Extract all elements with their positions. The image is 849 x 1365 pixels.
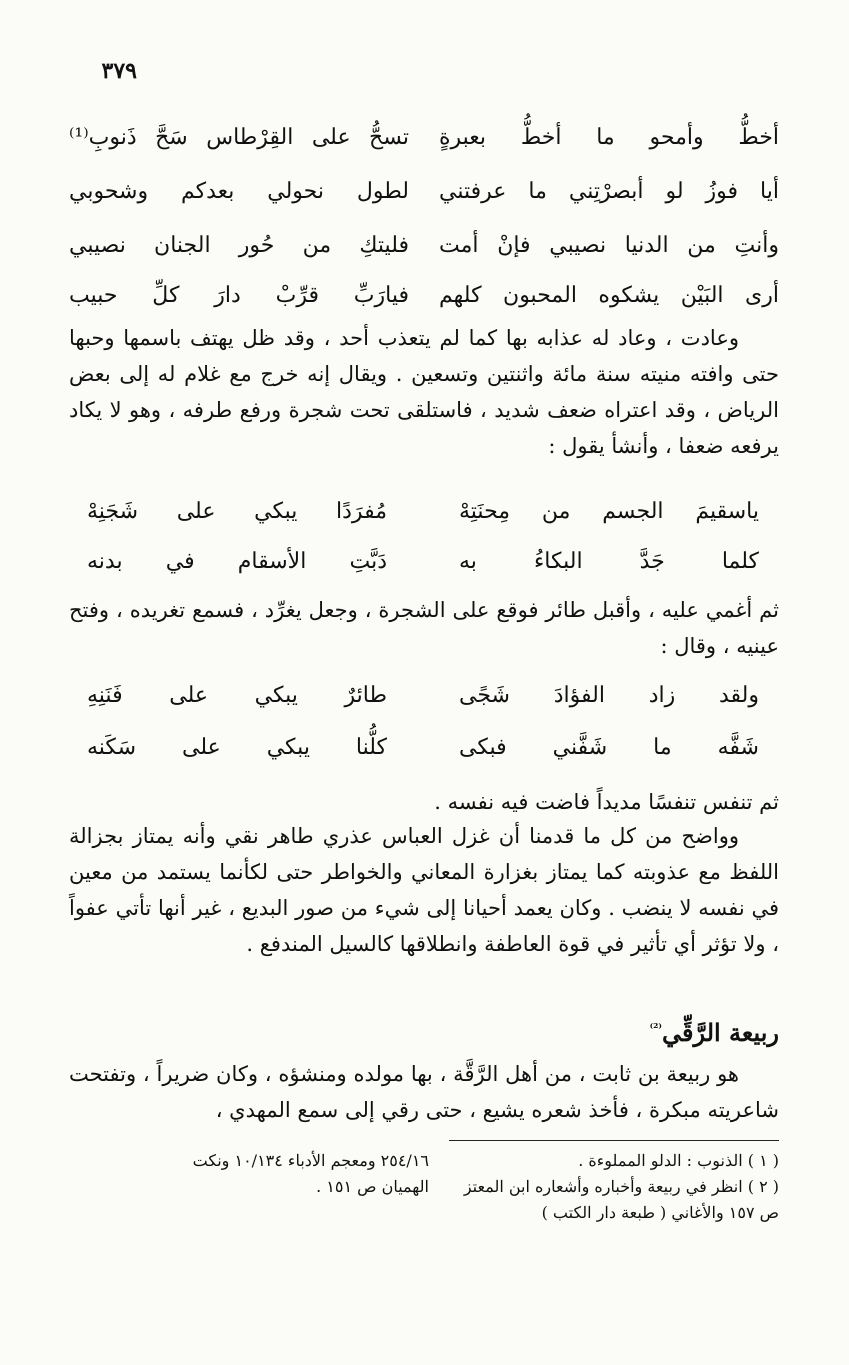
- verse-line: [69, 118, 779, 158]
- body-paragraph: وعادت ، وعاد له عذابه بها كما لم يتعذب أحد ، وقد ظل يهتف باسمها وحبها حتى وافته منيته سنة مائة واثنتين وتسعين . ويقال إنه خرج مع غلام له إلى بعض الرياض ، وقد اعتراه ضعف شديد ، فاستلقى تحت شجرة ورفع طرفه ، وهو لا يكاد يرفعه ضعفا ، وأنشأ يقول :: [69, 326, 779, 458]
- verse-left-hemistich: مُفرَدًا يبكي على شَجَنِهْ: [87, 499, 387, 524]
- body-paragraph: هو ربيعة بن ثابت ، من أهل الرَّقَّة ، بها مولده ومنشؤه ، وكان ضريراً ، وتفتحت شاعريته مبكرة ، فأخذ شعره يشيع ، حتى رقي إلى سمع المهدي ،: [69, 1062, 779, 1122]
- verse-right-hemistich: ولقد زاد الفؤادَ شَجًى: [459, 683, 759, 708]
- verse-right-hemistich: أيا فوزُ لو أبصرْتِني ما عرفتني: [439, 179, 779, 204]
- verse-right-hemistich: ياسقيمَ الجسم من مِحنَتِهْ: [459, 499, 759, 524]
- footnote-row: [69, 1148, 779, 1174]
- verse-left-hemistich: لطول نحولي بعدكم وشحوبي: [69, 179, 409, 204]
- verse-line: [87, 492, 759, 532]
- footnotes: [69, 1148, 779, 1226]
- verse-left-hemistich: فليتكِ من حُور الجنان نصيبي: [69, 233, 409, 258]
- body-paragraph: ثم تنفس تنفسًا مديداً فاضت فيه نفسه .: [434, 790, 779, 814]
- section-heading-text: ربيعة الرَّقِّي: [661, 1018, 779, 1047]
- footnote-divider: [449, 1140, 779, 1141]
- verse-left-hemistich: كلُّنا يبكي على سَكَنه: [87, 735, 387, 760]
- footnote-2-continuation: ص ١٥٧ والأغاني ( طبعة دار الكتب ): [541, 1203, 779, 1222]
- verse-right-hemistich: شَفَّه ما شَفَّني فبكى: [459, 735, 759, 760]
- footnote-row: [69, 1174, 779, 1200]
- verse-right-hemistich: أرى البَيْن يشكوه المحبون كلهم: [439, 283, 779, 308]
- verse-right-hemistich: أخطُّ وأمحو ما أخطُّ بعبرةٍ: [439, 125, 779, 150]
- verse-right-hemistich: وأنتِ من الدنيا نصيبي فإنْ أمت: [439, 233, 779, 258]
- page-number: ٣٧٩: [101, 58, 137, 84]
- footnote-marker: ⁽²⁾: [649, 1021, 662, 1035]
- footnote-2-continuation: الهميان ص ١٥١ .: [316, 1177, 429, 1196]
- verse-left-hemistich: تسحُّ على القِرْطاس سَحَّ ذَنوبِ⁽¹⁾: [69, 125, 409, 150]
- verse-line: [87, 542, 759, 582]
- verse-left-hemistich: طائرٌ يبكي على فَنَنِهِ: [87, 683, 387, 708]
- verse-line: [69, 276, 779, 316]
- body-paragraph: ثم أغمي عليه ، وأقبل طائر فوقع على الشجرة ، وجعل يغرِّد ، فسمع تغريده ، وفتح عينيه ، وقال :: [69, 598, 779, 658]
- body-paragraph: وواضح من كل ما قدمنا أن غزل العباس عذري طاهر نقي وأنه يمتاز بجزالة اللفظ مع عذوبته كما يمتاز بغزارة المعاني والخواطر حتى لكأنما يستمد من معين في نفسه لا ينضب . وكان يعمد أحيانا إلى شيء من صور البديع ، غير أنها تأتي عفواً ، ولا تؤثر أي تأثير في قوة العاطفة وانطلاقها كالسيل المندفع .: [69, 824, 779, 956]
- verse-line: [69, 172, 779, 212]
- footnote-2: ( ٢ ) انظر في ربيعة وأخباره وأشعاره ابن المعتز: [463, 1177, 779, 1196]
- verse-right-hemistich: كلما جَدَّ البكاءُ به: [459, 549, 759, 574]
- footnote-1: ( ١ ) الذنوب : الدلو المملوءة .: [578, 1151, 779, 1170]
- section-heading: [650, 1008, 779, 1053]
- verse-line: [69, 226, 779, 266]
- verse-left-hemistich: فيارَبِّ قرِّبْ دارَ كلِّ حبيب: [69, 283, 409, 308]
- verse-left-hemistich: دَبَّتِ الأسقام في بدنه: [87, 549, 387, 574]
- verse-line: [87, 676, 759, 716]
- footnote-2-continuation: ٢٥٤/١٦ ومعجم الأدباء ١٠/١٣٤ ونكت: [192, 1151, 429, 1170]
- verse-line: [87, 728, 759, 768]
